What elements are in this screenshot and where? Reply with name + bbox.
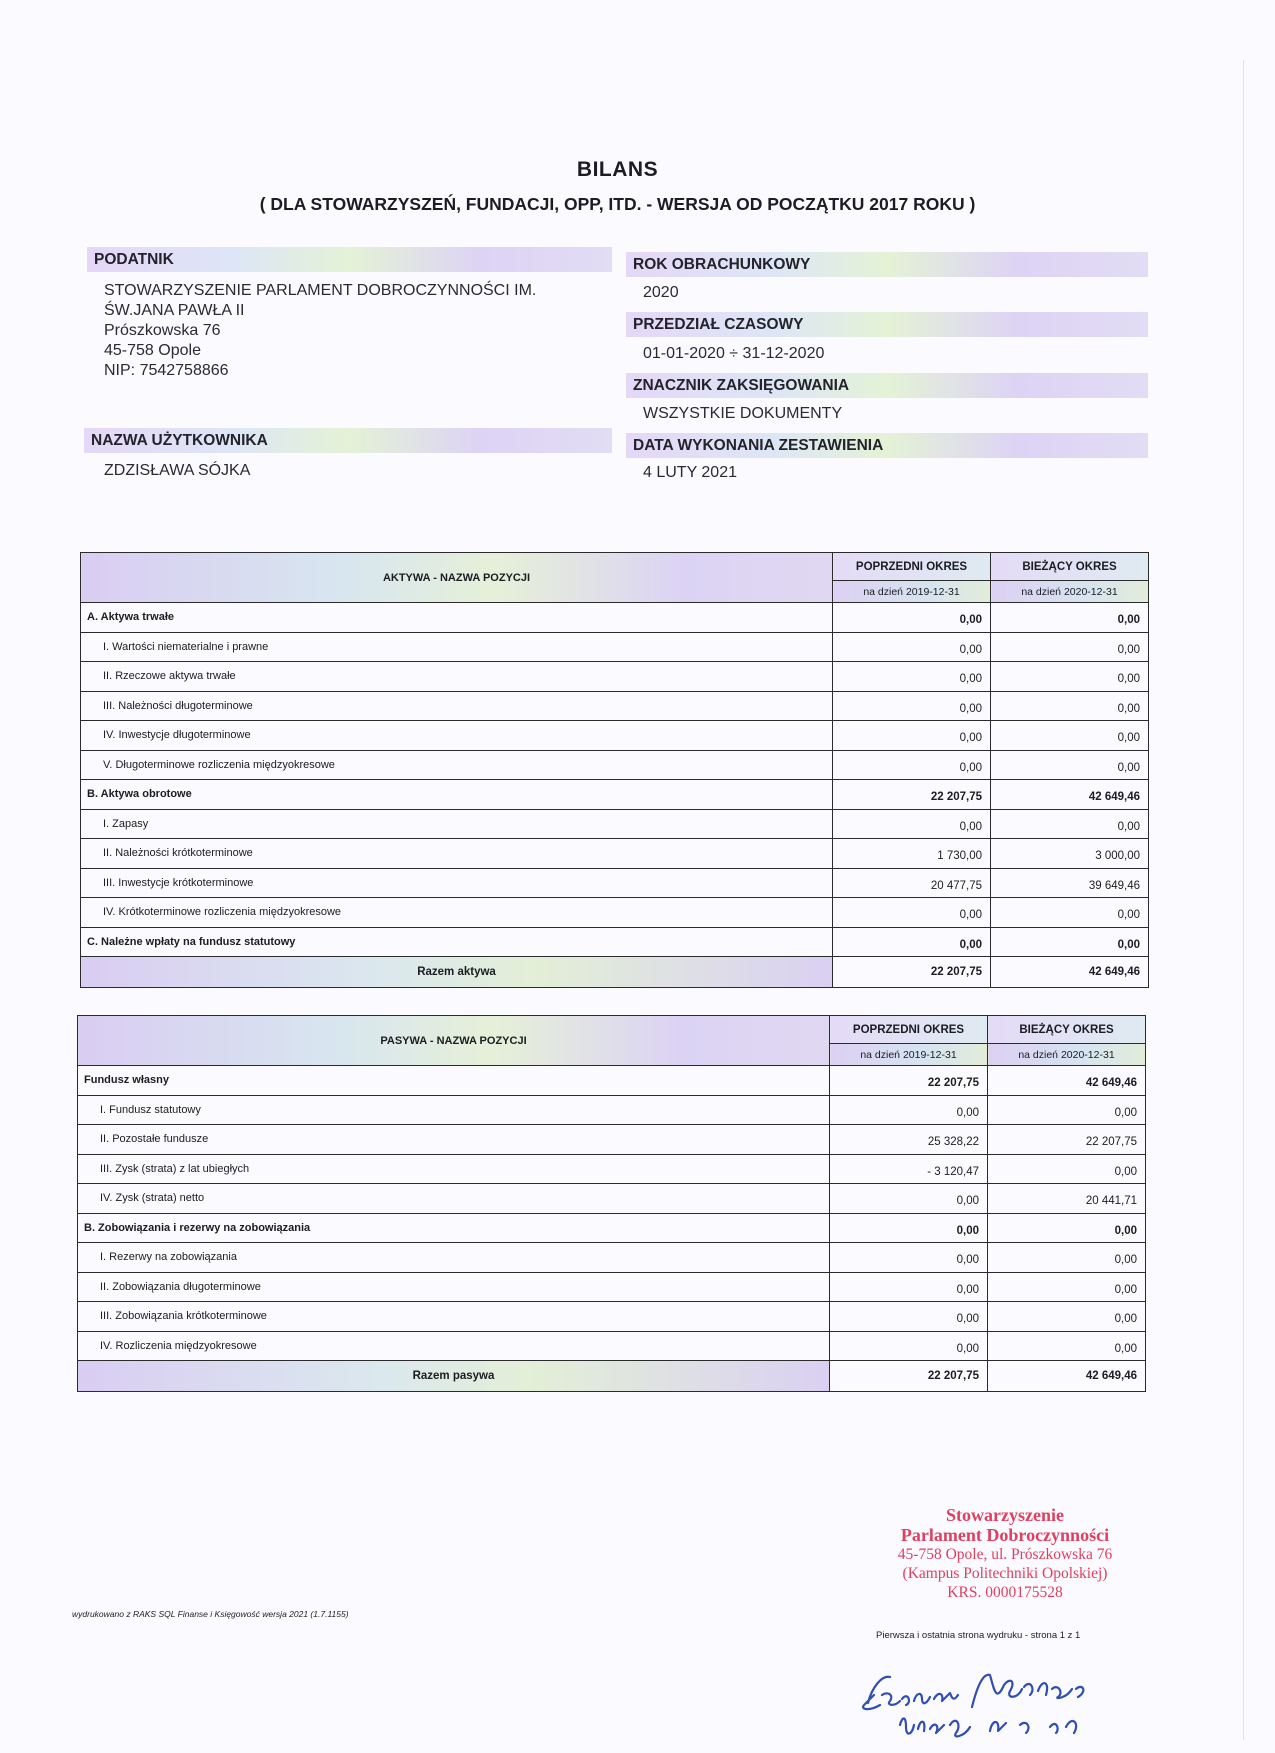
- przedzial-header: PRZEDZIAŁ CZASOWY: [626, 312, 1148, 337]
- row-prev-value: 1 730,00: [833, 839, 991, 869]
- row-prev-value: 0,00: [833, 691, 991, 721]
- table-row: [78, 1154, 1146, 1184]
- row-prev-value: 0,00: [833, 662, 991, 692]
- row-curr-value: 0,00: [988, 1331, 1146, 1361]
- row-curr-value: 42 649,46: [988, 1066, 1146, 1096]
- table-row: [78, 1184, 1146, 1214]
- row-label: I. Wartości niematerialne i prawne: [81, 632, 833, 662]
- row-prev-value: 0,00: [830, 1331, 988, 1361]
- row-curr-value: 0,00: [991, 927, 1149, 957]
- row-label: C. Należne wpłaty na fundusz statutowy: [81, 927, 833, 957]
- table-row: [81, 750, 1149, 780]
- total-label: Razem pasywa: [78, 1361, 830, 1392]
- uzytkownik-value: ZDZISŁAWA SÓJKA: [104, 462, 251, 479]
- podatnik-line: 45-758 Opole: [104, 342, 201, 359]
- table-row: [78, 1331, 1146, 1361]
- podatnik-line: ŚW.JANA PAWŁA II: [104, 302, 245, 319]
- row-label: II. Pozostałe fundusze: [78, 1125, 830, 1155]
- pasywa-col-name: PASYWA - NAZWA POZYCJI: [78, 1016, 830, 1066]
- row-label: I. Rezerwy na zobowiązania: [78, 1243, 830, 1273]
- total-prev-value: 22 207,75: [830, 1361, 988, 1392]
- row-prev-value: 0,00: [830, 1272, 988, 1302]
- table-row: [81, 927, 1149, 957]
- row-curr-value: 0,00: [988, 1095, 1146, 1125]
- printed-by-note: wydrukowano z RAKS SQL Finanse i Księgowość wersja 2021 (1.7.1155): [72, 1609, 349, 1619]
- aktywa-table: [80, 552, 1149, 988]
- table-row: [81, 691, 1149, 721]
- row-curr-value: 22 207,75: [988, 1125, 1146, 1155]
- aktywa-date-curr: na dzień 2020-12-31: [991, 581, 1149, 603]
- table-row: [81, 632, 1149, 662]
- row-label: A. Aktywa trwałe: [81, 603, 833, 633]
- row-curr-value: 0,00: [988, 1272, 1146, 1302]
- aktywa-col-curr: BIEŻĄCY OKRES: [991, 553, 1149, 581]
- row-curr-value: 0,00: [988, 1154, 1146, 1184]
- organization-stamp: [855, 1505, 1155, 1602]
- pasywa-col-curr: BIEŻĄCY OKRES: [988, 1016, 1146, 1044]
- table-row: [81, 603, 1149, 633]
- row-curr-value: 20 441,71: [988, 1184, 1146, 1214]
- row-curr-value: 0,00: [988, 1213, 1146, 1243]
- row-label: III. Zysk (strata) z lat ubiegłych: [78, 1154, 830, 1184]
- total-row: [78, 1361, 1146, 1392]
- pasywa-rows: [78, 1066, 1146, 1392]
- pasywa-date-curr: na dzień 2020-12-31: [988, 1044, 1146, 1066]
- row-curr-value: 0,00: [991, 691, 1149, 721]
- row-prev-value: 20 477,75: [833, 868, 991, 898]
- total-label: Razem aktywa: [81, 957, 833, 988]
- row-label: Fundusz własny: [78, 1066, 830, 1096]
- znacznik-header: ZNACZNIK ZAKSIĘGOWANIA: [626, 373, 1148, 398]
- stamp-line: Stowarzyszenie: [946, 1505, 1064, 1525]
- row-prev-value: 0,00: [833, 603, 991, 633]
- table-row: [81, 721, 1149, 751]
- table-row: [81, 898, 1149, 928]
- document-subtitle: ( DLA STOWARZYSZEŃ, FUNDACJI, OPP, ITD. - WERSJA OD POCZĄTKU 2017 ROKU ): [259, 194, 976, 214]
- pasywa-col-prev: POPRZEDNI OKRES: [830, 1016, 988, 1044]
- row-curr-value: 0,00: [991, 603, 1149, 633]
- table-row: [81, 839, 1149, 869]
- przedzial-value: 01-01-2020 ÷ 31-12-2020: [643, 345, 825, 362]
- aktywa-date-prev: na dzień 2019-12-31: [833, 581, 991, 603]
- row-label: IV. Inwestycje długoterminowe: [81, 721, 833, 751]
- row-label: III. Inwestycje krótkoterminowe: [81, 868, 833, 898]
- row-prev-value: 0,00: [833, 721, 991, 751]
- podatnik-line: NIP: 7542758866: [104, 362, 229, 379]
- row-curr-value: 42 649,46: [991, 780, 1149, 810]
- pasywa-table: [77, 1015, 1146, 1392]
- row-prev-value: 0,00: [833, 632, 991, 662]
- table-row: [81, 780, 1149, 810]
- table-row: [81, 868, 1149, 898]
- znacznik-value: WSZYSTKIE DOKUMENTY: [643, 405, 843, 422]
- row-prev-value: - 3 120,47: [830, 1154, 988, 1184]
- table-row: [78, 1243, 1146, 1273]
- row-prev-value: 0,00: [833, 927, 991, 957]
- aktywa-rows: [81, 603, 1149, 988]
- row-prev-value: 0,00: [830, 1213, 988, 1243]
- aktywa-table-wrap: [80, 552, 1148, 988]
- table-row: [81, 662, 1149, 692]
- data-value: 4 LUTY 2021: [643, 464, 737, 481]
- podatnik-line: Prószkowska 76: [104, 322, 221, 339]
- stamp-line: KRS. 0000175528: [947, 1584, 1063, 1601]
- scan-edge: [1243, 60, 1244, 1740]
- row-label: V. Długoterminowe rozliczenia międzyokresowe: [81, 750, 833, 780]
- row-prev-value: 22 207,75: [833, 780, 991, 810]
- row-label: I. Zapasy: [81, 809, 833, 839]
- row-label: IV. Zysk (strata) netto: [78, 1184, 830, 1214]
- stamp-line: (Kampus Politechniki Opolskiej): [902, 1565, 1108, 1582]
- stamp-line: Parlament Dobroczynności: [900, 1525, 1110, 1545]
- row-label: IV. Krótkoterminowe rozliczenia międzyokresowe: [81, 898, 833, 928]
- uzytkownik-header: NAZWA UŻYTKOWNIKA: [84, 428, 612, 453]
- table-row: [78, 1302, 1146, 1332]
- podatnik-header: PODATNIK: [87, 247, 612, 272]
- table-row: [78, 1272, 1146, 1302]
- row-curr-value: 3 000,00: [991, 839, 1149, 869]
- row-prev-value: 25 328,22: [830, 1125, 988, 1155]
- aktywa-col-prev: POPRZEDNI OKRES: [833, 553, 991, 581]
- row-curr-value: 0,00: [991, 662, 1149, 692]
- row-curr-value: 0,00: [991, 809, 1149, 839]
- row-label: II. Rzeczowe aktywa trwałe: [81, 662, 833, 692]
- table-row: [78, 1125, 1146, 1155]
- handwritten-signature: [860, 1665, 1180, 1751]
- stamp-line: 45-758 Opole, ul. Prószkowska 76: [897, 1546, 1113, 1563]
- row-label: II. Należności krótkoterminowe: [81, 839, 833, 869]
- table-row: [78, 1066, 1146, 1096]
- row-curr-value: 0,00: [991, 721, 1149, 751]
- row-curr-value: 39 649,46: [991, 868, 1149, 898]
- row-prev-value: 0,00: [830, 1302, 988, 1332]
- rok-header: ROK OBRACHUNKOWY: [626, 252, 1148, 277]
- row-prev-value: 0,00: [833, 750, 991, 780]
- row-label: III. Należności długoterminowe: [81, 691, 833, 721]
- table-row: [78, 1095, 1146, 1125]
- rok-value: 2020: [643, 284, 679, 301]
- podatnik-details: [104, 281, 536, 381]
- pasywa-date-prev: na dzień 2019-12-31: [830, 1044, 988, 1066]
- total-prev-value: 22 207,75: [833, 957, 991, 988]
- podatnik-line: STOWARZYSZENIE PARLAMENT DOBROCZYNNOŚCI IM.: [104, 282, 537, 299]
- row-label: B. Zobowiązania i rezerwy na zobowiązania: [78, 1213, 830, 1243]
- total-curr-value: 42 649,46: [988, 1361, 1146, 1392]
- row-curr-value: 0,00: [988, 1243, 1146, 1273]
- row-prev-value: 0,00: [833, 898, 991, 928]
- row-label: I. Fundusz statutowy: [78, 1095, 830, 1125]
- row-label: B. Aktywa obrotowe: [81, 780, 833, 810]
- total-row: [81, 957, 1149, 988]
- row-prev-value: 0,00: [830, 1095, 988, 1125]
- row-curr-value: 0,00: [988, 1302, 1146, 1332]
- page-info: Pierwsza i ostatnia strona wydruku - strona 1 z 1: [876, 1630, 1081, 1641]
- row-prev-value: 0,00: [833, 809, 991, 839]
- row-label: II. Zobowiązania długoterminowe: [78, 1272, 830, 1302]
- aktywa-col-name: AKTYWA - NAZWA POZYCJI: [81, 553, 833, 603]
- row-curr-value: 0,00: [991, 750, 1149, 780]
- row-prev-value: 0,00: [830, 1184, 988, 1214]
- total-curr-value: 42 649,46: [991, 957, 1149, 988]
- table-row: [81, 809, 1149, 839]
- row-curr-value: 0,00: [991, 898, 1149, 928]
- row-prev-value: 22 207,75: [830, 1066, 988, 1096]
- data-header: DATA WYKONANIA ZESTAWIENIA: [626, 433, 1148, 458]
- row-label: III. Zobowiązania krótkoterminowe: [78, 1302, 830, 1332]
- row-curr-value: 0,00: [991, 632, 1149, 662]
- row-label: IV. Rozliczenia międzyokresowe: [78, 1331, 830, 1361]
- document-title: BILANS: [576, 158, 659, 181]
- pasywa-table-wrap: [77, 1015, 1145, 1392]
- row-prev-value: 0,00: [830, 1243, 988, 1273]
- table-row: [78, 1213, 1146, 1243]
